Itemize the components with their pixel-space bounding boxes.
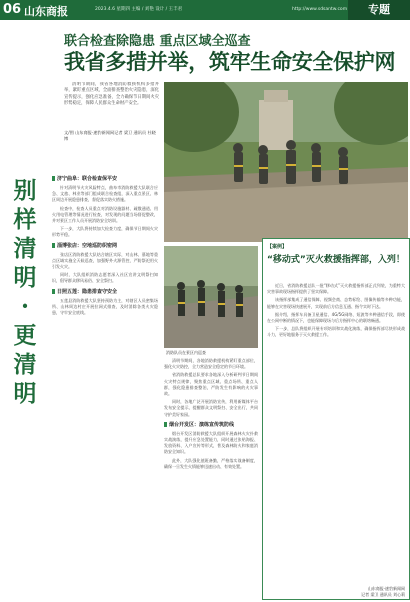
left-column — [52, 172, 158, 600]
byline: 文/图 山东商报·速豹新闻网记者 梁卫 通讯员 杜晓博 — [64, 130, 156, 141]
middle-column — [164, 358, 258, 600]
kicker: 联合检查除隐患 重点区域全巡查 — [64, 34, 251, 49]
paragraph: 针对清明节火灾风险特点，曲阜市消防救援大队联合应急、文旅、林业等部门组成联合检查组，深入重点景区、林区周边开展隐患排查，督促落实防火措施。 — [52, 185, 158, 203]
paragraph: 烟台开发区消防救援大队组织开展森林火灾扑救实战演练，提升应急处置能力，同时通过张贴海报、发放资料、入户宣传等形式，普及森林防火和家庭消防安全知识。 — [164, 430, 258, 455]
headline: 我省多措并举，筑牢生命安全保护网 — [64, 50, 396, 74]
credit-line: 山东商报·速豹新闻网 — [367, 586, 405, 591]
masthead — [0, 0, 410, 20]
page-number: 06 — [3, 2, 22, 17]
paragraph: 此外，大队强化值班备勤，严格落实战备制度，确保一旦发生火情能够迅速出动、有效处置。 — [164, 457, 258, 469]
paragraph: 下一步，大队将持续加大检查力度，确保节日期间火灾形势平稳。 — [52, 226, 158, 238]
section-title: 淄博张店：空地巡防织密网 — [52, 242, 158, 249]
case-headline: “移动式”灭火救援指挥部，入列！ — [267, 255, 405, 265]
case-body — [267, 283, 405, 578]
issue-meta: 2023.4.6 星期四 主编 / 刘艳 设计 / 王丰君 — [95, 7, 183, 12]
slogan-char: 更 — [13, 322, 37, 349]
paragraph: 检查中，检查人员重点对消防设施器材、疏散通道、用火用电管理等情况进行检查，对发现的问题当场督促整改，并对景区工作人员开展消防安全培训。 — [52, 205, 158, 224]
firefighters-patrol-image — [164, 82, 408, 242]
paragraph: 五莲县消防救援大队坚持预防为主，对辖区人员密集场所、山林周边村庄开展拉网式排查，及时消除各类火灾隐患，守牢安全底线。 — [52, 297, 158, 316]
paragraph: 张店区消防救援大队结合辖区实际，对山林、墓地等重点区域实施全天候巡查，加强野外火源管控，严防祭祀用火引发火灾。 — [52, 251, 158, 270]
slogan-char: 明 — [13, 264, 37, 291]
lead-paragraph — [64, 82, 159, 128]
paragraph: 清明节期间，各地消防救援机构紧盯重点部位，强化火灾防控，全力营造安全稳定的节日环境。 — [164, 358, 258, 370]
slogan-char: 样 — [13, 206, 37, 233]
case-tag: 【案例】 — [267, 244, 288, 250]
section-title: 济宁曲阜：联合检查保平安 — [52, 175, 158, 182]
photo-caption: 消防队员在景区内巡查 — [166, 350, 206, 355]
paragraph: 近日，省消防救援总队一批“移动式”灭火救援指挥部正式列装，为重特大灾害事故现场指挥提供了坚实保障。 — [267, 283, 405, 295]
paragraph: 据介绍，指挥车具备卫星通信、4G/5G网络、短波等多种通信手段，即使在公网中断的情况下，也能保障现场与后方指挥中心的联络畅通。 — [267, 311, 405, 324]
credit-line: 记者 梁卫 通讯员 刘心莉 — [361, 591, 405, 597]
case-credit — [361, 586, 405, 597]
section-label: 专题 — [348, 0, 410, 20]
mid-photo — [164, 246, 258, 348]
slogan-char: · — [20, 293, 29, 320]
lead-text: 清明节期间，我省各地消防救援机构多措并举，紧盯重点区域，全面排查整治火灾隐患，深化宣传提示，强化应急准备，全力确保节日期间火灾形势稳定，保障人民群众生命财产安全。 — [64, 82, 159, 107]
paragraph: 下一步，总队将组织开展专项培训和实战化演练，确保指挥部尽快形成战斗力，更好地服务于灭火救援工作。 — [267, 326, 405, 338]
paragraph: 省消防救援总队要求各地深入分析研判节日期间火灾特点规律，聚焦重点区域、重点场所、重点人群，强化隐患排查整治，严防发生有影响的火灾事故。 — [164, 372, 258, 397]
paragraph: 同时，大队组织消防志愿者深入社区宣讲文明祭扫知识，倡导群众移风易俗、安全祭扫。 — [52, 272, 158, 284]
slogan-char: 清 — [13, 235, 37, 262]
website: http://www.sdsantw.com — [292, 7, 348, 12]
firefighters-march-image — [164, 246, 258, 348]
slogan-char: 别 — [13, 177, 37, 204]
paragraph: 该指挥部集成了通信保障、视频会商、态势标绘、图像传输等多种功能，能够在灾害现场快速展开，实现前后方信息互通、指令实时下达。 — [267, 297, 405, 309]
section-title: 烟台开发区：演练宣传筑防线 — [164, 421, 258, 428]
slogan-char: 明 — [13, 380, 37, 407]
section-title: 日照五莲：隐患排查守安全 — [52, 288, 158, 295]
slogan-char: 清 — [13, 351, 37, 378]
top-photo — [164, 82, 408, 242]
paper-name: 山东商报 — [24, 5, 68, 18]
vertical-slogan — [5, 176, 45, 408]
case-sidebar — [262, 238, 410, 600]
paragraph: 同时，各地广泛开展消防宣传，利用新媒体平台发布安全提示，提醒群众文明祭扫、安全出行，共同守护美好家园。 — [164, 399, 258, 417]
